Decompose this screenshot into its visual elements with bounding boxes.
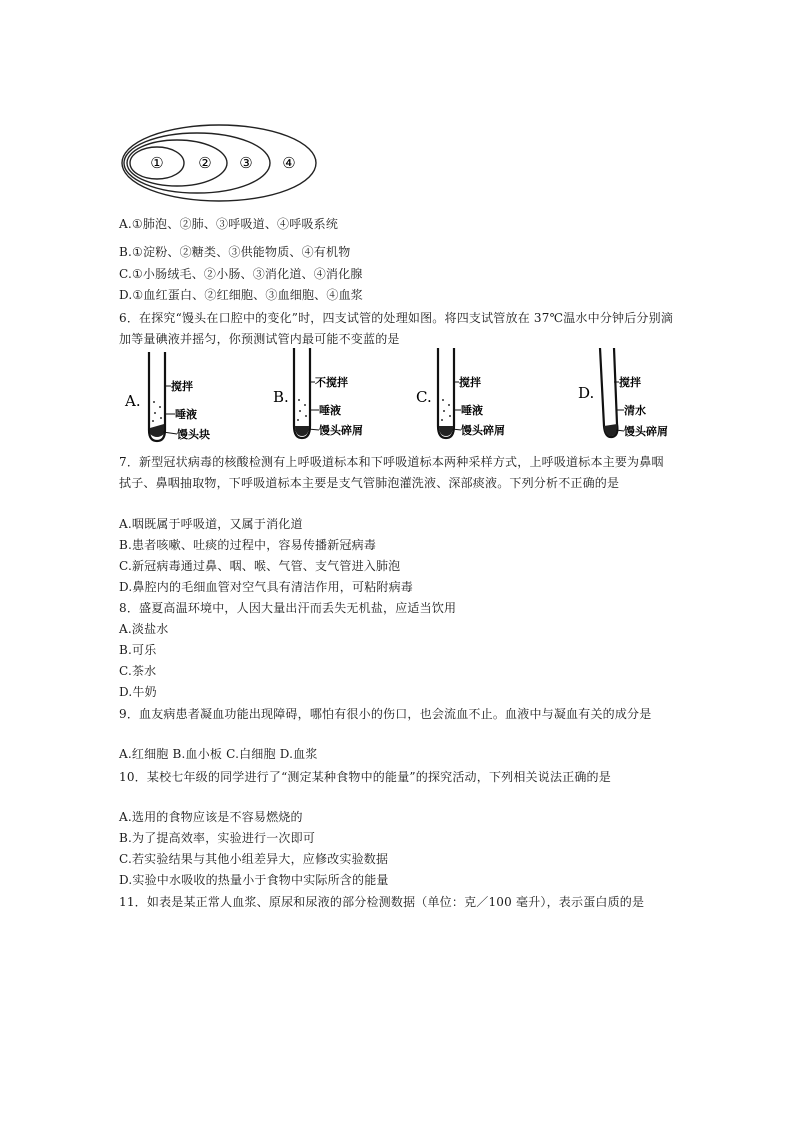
tube-a-letter: A. <box>125 392 141 410</box>
tube-a-top-label: 搅拌 <box>171 380 193 393</box>
tube-c-bottom-label: 馒头碎屑 <box>461 424 505 437</box>
q7-option-a: A.咽既属于呼吸道，又属于消化道 <box>119 517 303 531</box>
tube-b-bottom-label: 馒头碎屑 <box>319 424 363 437</box>
tube-a-bottom-label: 馒头块 <box>177 428 210 441</box>
q10-option-c: C.若实验结果与其他小组差异大，应修改实验数据 <box>119 852 389 866</box>
q7-stem: 7．新型冠状病毒的核酸检测有上呼吸道标本和下呼吸道标本两种采样方式，上呼吸道标本主要为鼻咽拭子、鼻咽抽取物，下呼吸道标本主要是支气管肺泡灌洗液、深部痰液。下列分析不正确的是 <box>119 455 664 490</box>
tube-a-bread-block <box>150 424 164 437</box>
tube-b-body <box>294 348 310 438</box>
nested-ellipse-diagram <box>119 122 319 204</box>
tube-d-mid-label: 清水 <box>624 404 646 417</box>
q11-stem: 11．如表是某正常人血浆、原尿和尿液的部分检测数据（单位：克／100 毫升），表示蛋白质的是 <box>119 895 645 909</box>
label-4: ④ <box>282 154 296 172</box>
tube-c <box>416 348 505 438</box>
tube-d-bottom-label: 馒头碎屑 <box>624 425 668 438</box>
q5-option-c: C.①小肠绒毛、②小肠、③消化道、④消化腺 <box>119 267 363 281</box>
tube-a-mid-label: 唾液 <box>175 408 197 421</box>
ellipse-2 <box>127 140 227 186</box>
tube-b-letter: B. <box>273 388 289 406</box>
q7-option-b: B.患者咳嗽、吐痰的过程中，容易传播新冠病毒 <box>119 538 377 552</box>
tube-c-mid-label: 唾液 <box>461 404 483 417</box>
test-tube-figure <box>119 344 679 448</box>
label-2: ② <box>198 154 212 172</box>
tube-c-bread-crumbs <box>439 426 453 436</box>
q5-option-b: B.①淀粉、②糖类、③供能物质、④有机物 <box>119 245 351 259</box>
tube-c-top-label: 搅拌 <box>459 376 481 389</box>
q8-stem: 8．盛夏高温环境中，人因大量出汗而丢失无机盐，应适当饮用 <box>119 601 457 615</box>
tube-b <box>273 348 363 438</box>
tube-d-letter: D. <box>578 384 595 402</box>
q9-options: A.红细胞 B.血小板 C.白细胞 D.血浆 <box>119 747 318 761</box>
q10-stem: 10．某校七年级的同学进行了“测定某种食物中的能量”的探究活动，下列相关说法正确的是 <box>119 770 611 784</box>
q10-option-a: A.选用的食物应该是不容易燃烧的 <box>119 810 303 824</box>
q8-option-c: C.茶水 <box>119 664 157 678</box>
tube-c-dots <box>441 399 451 421</box>
label-3: ③ <box>239 154 253 172</box>
q8-option-d: D.牛奶 <box>119 685 157 699</box>
q10-option-b: B.为了提高效率，实验进行一次即可 <box>119 831 316 845</box>
q5-option-a: A.①肺泡、②肺、③呼吸道、④呼吸系统 <box>119 217 339 231</box>
tube-c-body <box>438 348 454 438</box>
q5-option-d: D.①血红蛋白、②红细胞、③血细胞、④血浆 <box>119 288 363 302</box>
tube-a-dots <box>152 401 162 422</box>
q8-option-a: A.淡盐水 <box>119 622 169 636</box>
q9-stem: 9．血友病患者凝血功能出现障碍，哪怕有很小的伤口，也会流血不止。血液中与凝血有关的成分是 <box>119 707 652 721</box>
label-1: ① <box>150 154 164 172</box>
tube-b-top-label: 不搅拌 <box>315 376 348 389</box>
q10-option-d: D.实验中水吸收的热量小于食物中实际所含的能量 <box>119 873 389 887</box>
tube-d-body <box>600 348 617 437</box>
tube-c-letter: C. <box>416 388 432 406</box>
q7-option-d: D.鼻腔内的毛细血管对空气具有清洁作用，可粘附病毒 <box>119 580 414 594</box>
q6-stem: 6．在探究“馒头在口腔中的变化”时，四支试管的处理如图。将四支试管放在 37℃温水中分钟后分别滴加等量碘液并摇匀，你预测试管内最可能不变蓝的是 <box>119 311 674 346</box>
q7-option-c: C.新冠病毒通过鼻、咽、喉、气管、支气管进入肺泡 <box>119 559 401 573</box>
tube-d-top-label: 搅拌 <box>619 376 641 389</box>
tube-b-bread-crumbs <box>295 426 309 436</box>
tube-b-mid-label: 唾液 <box>319 404 341 417</box>
q8-option-b: B.可乐 <box>119 643 157 657</box>
tube-a <box>124 352 210 441</box>
tube-d <box>578 348 668 438</box>
tube-b-dots <box>297 399 307 421</box>
